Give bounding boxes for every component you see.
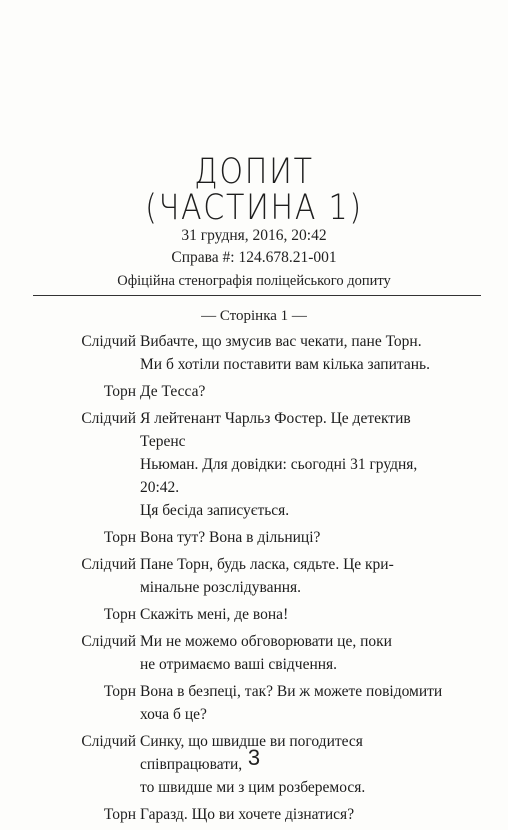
speech-line: Я лейтенант Чарльз Фостер. Це детектив Теренс bbox=[140, 410, 411, 450]
transcript-entry bbox=[0, 803, 508, 826]
speech-text bbox=[140, 680, 450, 726]
transcript-entry bbox=[0, 553, 508, 599]
speech-line: Скажіть мені, де вона! bbox=[140, 606, 289, 623]
speaker-name: Слідчий bbox=[81, 733, 136, 750]
speech-line: то швидше ми з цим розберемося. bbox=[140, 779, 366, 796]
page-number: 3 bbox=[247, 745, 261, 770]
interrogation-date: 31 грудня, 2016, 20:42 bbox=[181, 227, 327, 244]
transcript-entry bbox=[0, 380, 508, 403]
speaker-name: Торн bbox=[103, 683, 136, 700]
speaker-name: Торн bbox=[103, 806, 136, 823]
speaker-name: Слідчий bbox=[81, 556, 136, 573]
speech-line: Вибачте, що змусив вас чекати, пане Торн. bbox=[140, 333, 422, 350]
speech-line: не отримаємо ваші свідчення. bbox=[140, 656, 338, 673]
speech-line: Ми б хотіли поставити вам кілька запитань. bbox=[140, 356, 430, 373]
transcript-entry bbox=[0, 407, 508, 522]
speech-text bbox=[140, 407, 450, 522]
speech-text bbox=[140, 553, 450, 599]
transcript-entry bbox=[0, 680, 508, 726]
transcript-entry bbox=[0, 526, 508, 549]
speech-text bbox=[140, 380, 450, 403]
speech-line: Ньюман. Для довідки: сьогодні 31 грудня, 20:42. bbox=[140, 456, 418, 496]
speech-text bbox=[140, 526, 450, 549]
chapter-subtitle: (ЧАСТИНА 1) bbox=[145, 188, 363, 228]
speech-line: Гаразд. Що ви хочете дізнатися? bbox=[140, 806, 355, 823]
speaker-name: Слідчий bbox=[81, 410, 136, 427]
transcript-entry bbox=[0, 330, 508, 376]
speech-text bbox=[140, 603, 450, 626]
speech-text bbox=[140, 803, 450, 826]
speech-line: мінальне розслідування. bbox=[140, 579, 302, 596]
transcript-page-label: — Сторінка 1 — bbox=[201, 308, 307, 324]
speech-line: Вона в безпеці, так? Ви ж можете повідомити bbox=[140, 683, 443, 700]
speech-text bbox=[140, 330, 450, 376]
speech-text bbox=[140, 630, 450, 676]
chapter-title: ДОПИТ bbox=[194, 152, 314, 192]
official-transcript-note: Офіційна стенографія поліцейського допиту bbox=[117, 273, 391, 289]
speaker-name: Торн bbox=[103, 383, 136, 400]
speech-line: Ця бесіда записується. bbox=[140, 502, 290, 519]
speaker-name: Торн bbox=[103, 529, 136, 546]
speech-line: Синку, що швидше ви погодитеся співпрацювати, bbox=[140, 733, 363, 773]
speaker-name: Торн bbox=[103, 606, 136, 623]
speech-line: хоча б це? bbox=[140, 706, 207, 723]
divider-rule bbox=[33, 295, 481, 296]
speech-line: Пане Торн, будь ласка, сядьте. Це кри- bbox=[140, 556, 394, 573]
case-number: Справа #: 124.678.21-001 bbox=[171, 249, 337, 266]
speaker-name: Слідчий bbox=[81, 333, 136, 350]
speech-line: Ми не можемо обговорювати це, поки bbox=[140, 633, 392, 650]
speaker-name: Слідчий bbox=[81, 633, 136, 650]
speech-line: Вона тут? Вона в дільниці? bbox=[140, 529, 321, 546]
speech-line: Де Тесса? bbox=[140, 383, 206, 400]
transcript-entry bbox=[0, 630, 508, 676]
transcript-entry bbox=[0, 603, 508, 626]
